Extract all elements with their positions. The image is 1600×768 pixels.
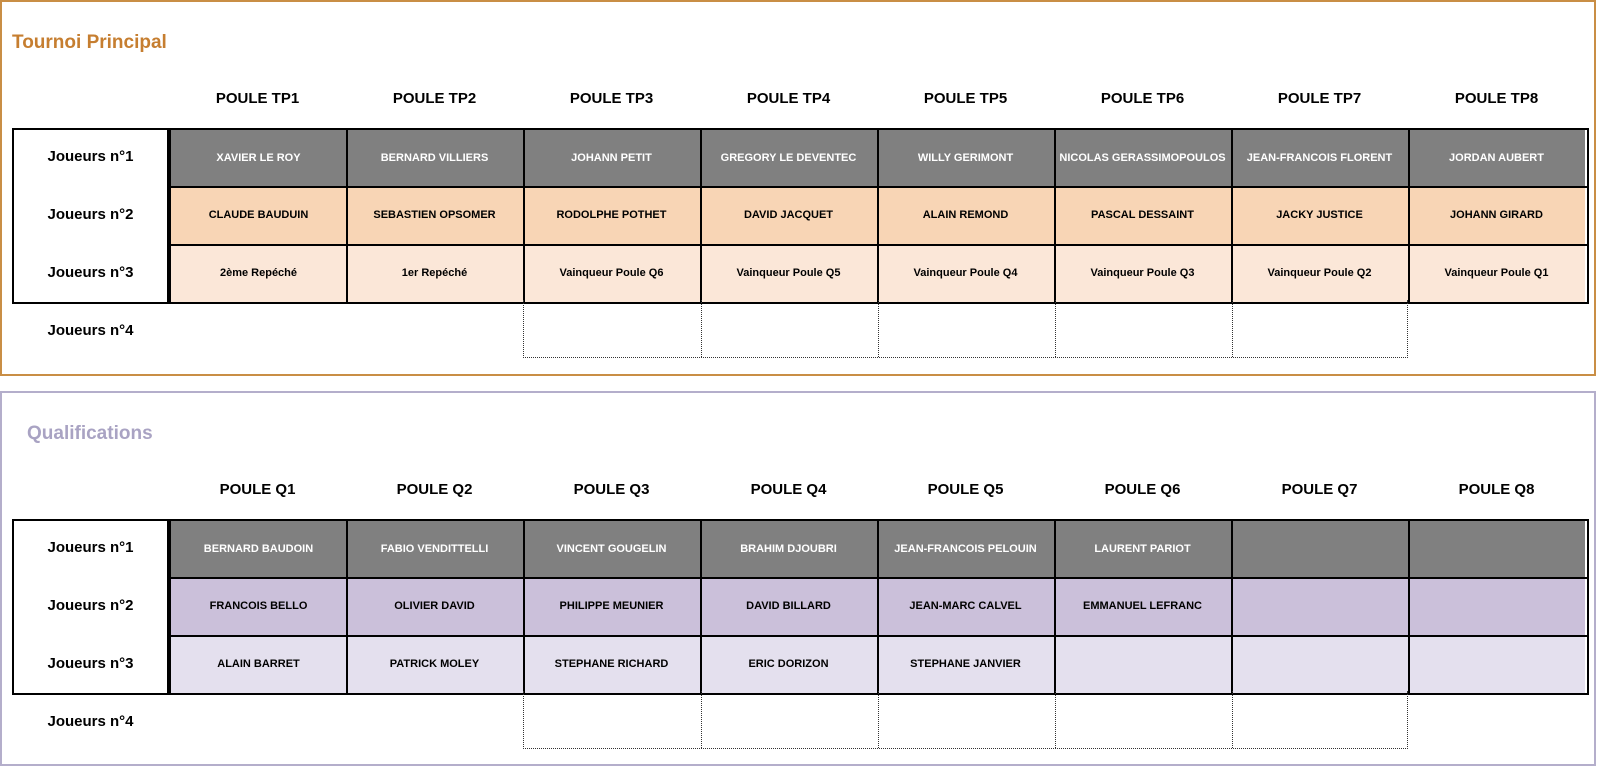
players-grid <box>169 128 1589 304</box>
dotted-divider <box>1232 300 1233 357</box>
dotted-divider <box>878 300 879 357</box>
player-cell: BERNARD VILLIERS <box>346 130 523 186</box>
player-cell <box>1231 521 1408 577</box>
tournoi-principal-title: Tournoi Principal <box>12 32 167 53</box>
player-cell: PASCAL DESSAINT <box>1054 186 1231 244</box>
poule-header: POULE TP4 <box>746 90 831 107</box>
player-cell: FABIO VENDITTELLI <box>346 521 523 577</box>
player-cell: Vainqueur Poule Q6 <box>523 244 700 302</box>
player-cell: PHILIPPE MEUNIER <box>523 577 700 635</box>
player-cell: VINCENT GOUGELIN <box>523 521 700 577</box>
grid-divider <box>877 130 879 302</box>
dotted-divider <box>1055 691 1056 748</box>
player-cell: BERNARD BAUDOIN <box>171 521 346 577</box>
poule-header: POULE Q2 <box>396 481 473 498</box>
dotted-divider <box>1055 300 1056 357</box>
player-cell: DAVID BILLARD <box>700 577 877 635</box>
player-cell: JEAN-FRANCOIS PELOUIN <box>877 521 1054 577</box>
player-cell: OLIVIER DAVID <box>346 577 523 635</box>
player-cell: 1er Repéché <box>346 244 523 302</box>
row-label-joueur-2: Joueurs n°2 <box>47 597 134 614</box>
player-cell: JOHANN PETIT <box>523 130 700 186</box>
dotted-divider <box>1232 691 1233 748</box>
row-label-joueur-3: Joueurs n°3 <box>47 655 134 672</box>
dotted-divider <box>878 691 879 748</box>
player-cell: JEAN-FRANCOIS FLORENT <box>1231 130 1408 186</box>
row-label-joueur-1: Joueurs n°1 <box>47 539 134 556</box>
grid-divider <box>346 130 348 302</box>
poule-header: POULE TP6 <box>1100 90 1185 107</box>
grid-divider <box>877 521 879 693</box>
dotted-divider <box>701 300 702 357</box>
player-cell: JORDAN AUBERT <box>1408 130 1585 186</box>
grid-divider <box>171 635 1587 637</box>
player-cell: ALAIN REMOND <box>877 186 1054 244</box>
poule-header: POULE Q6 <box>1104 481 1181 498</box>
grid-divider <box>1408 130 1410 302</box>
player-cell: STEPHANE JANVIER <box>877 635 1054 693</box>
poule-header: POULE Q7 <box>1281 481 1358 498</box>
player-cell: SEBASTIEN OPSOMER <box>346 186 523 244</box>
player-cell: Vainqueur Poule Q2 <box>1231 244 1408 302</box>
grid-divider <box>523 130 525 302</box>
player-cell: CLAUDE BAUDUIN <box>171 186 346 244</box>
grid-divider <box>700 521 702 693</box>
tournoi-principal-panel <box>0 0 1596 376</box>
row-label-joueur-2: Joueurs n°2 <box>47 206 134 223</box>
player-cell: NICOLAS GERASSIMOPOULOS <box>1054 130 1231 186</box>
player-cell: Vainqueur Poule Q5 <box>700 244 877 302</box>
player-cell: BRAHIM DJOUBRI <box>700 521 877 577</box>
players-grid <box>169 519 1589 695</box>
grid-divider <box>1231 130 1233 302</box>
player-cell: XAVIER LE ROY <box>171 130 346 186</box>
joueur-4-empty-slots <box>523 300 1408 358</box>
player-cell <box>1231 577 1408 635</box>
player-cell <box>1231 635 1408 693</box>
player-cell: FRANCOIS BELLO <box>171 577 346 635</box>
player-cell: EMMANUEL LEFRANC <box>1054 577 1231 635</box>
row-label-joueur-4: Joueurs n°4 <box>47 322 134 339</box>
row-label-joueur-3: Joueurs n°3 <box>47 264 134 281</box>
poule-header: POULE Q5 <box>927 481 1004 498</box>
player-cell: RODOLPHE POTHET <box>523 186 700 244</box>
joueur-4-empty-slots <box>523 691 1408 749</box>
qualifications-title: Qualifications <box>27 423 153 444</box>
poule-header: POULE Q8 <box>1458 481 1535 498</box>
grid-divider <box>523 521 525 693</box>
grid-divider <box>700 130 702 302</box>
grid-divider <box>1408 521 1410 693</box>
grid-divider <box>171 186 1587 188</box>
player-cell: STEPHANE RICHARD <box>523 635 700 693</box>
player-cell <box>1408 635 1585 693</box>
player-cell <box>1408 577 1585 635</box>
grid-divider <box>346 521 348 693</box>
poule-header: POULE TP8 <box>1454 90 1539 107</box>
poule-header: POULE TP3 <box>569 90 654 107</box>
player-cell: ALAIN BARRET <box>171 635 346 693</box>
player-cell: LAURENT PARIOT <box>1054 521 1231 577</box>
player-cell: Vainqueur Poule Q1 <box>1408 244 1585 302</box>
player-cell: JACKY JUSTICE <box>1231 186 1408 244</box>
player-cell: Vainqueur Poule Q4 <box>877 244 1054 302</box>
player-cell: ERIC DORIZON <box>700 635 877 693</box>
row-label-joueur-1: Joueurs n°1 <box>47 148 134 165</box>
poule-header: POULE TP1 <box>215 90 300 107</box>
dotted-divider <box>701 691 702 748</box>
poule-header: POULE Q4 <box>750 481 827 498</box>
player-cell: JOHANN GIRARD <box>1408 186 1585 244</box>
player-cell: JEAN-MARC CALVEL <box>877 577 1054 635</box>
player-cell <box>1054 635 1231 693</box>
row-label-joueur-4: Joueurs n°4 <box>47 713 134 730</box>
player-cell: GREGORY LE DEVENTEC <box>700 130 877 186</box>
player-cell <box>1408 521 1585 577</box>
player-cell: PATRICK MOLEY <box>346 635 523 693</box>
grid-divider <box>1054 130 1056 302</box>
player-cell: Vainqueur Poule Q3 <box>1054 244 1231 302</box>
player-cell: DAVID JACQUET <box>700 186 877 244</box>
player-cell: WILLY GERIMONT <box>877 130 1054 186</box>
grid-divider <box>171 577 1587 579</box>
player-cell: 2ème Repéché <box>171 244 346 302</box>
poule-header: POULE TP7 <box>1277 90 1362 107</box>
qualifications-panel <box>0 391 1596 766</box>
poule-header: POULE TP2 <box>392 90 477 107</box>
grid-divider <box>1054 521 1056 693</box>
grid-divider <box>171 244 1587 246</box>
poule-header: POULE Q3 <box>573 481 650 498</box>
grid-divider <box>1231 521 1233 693</box>
poule-header: POULE TP5 <box>923 90 1008 107</box>
poule-header: POULE Q1 <box>219 481 296 498</box>
